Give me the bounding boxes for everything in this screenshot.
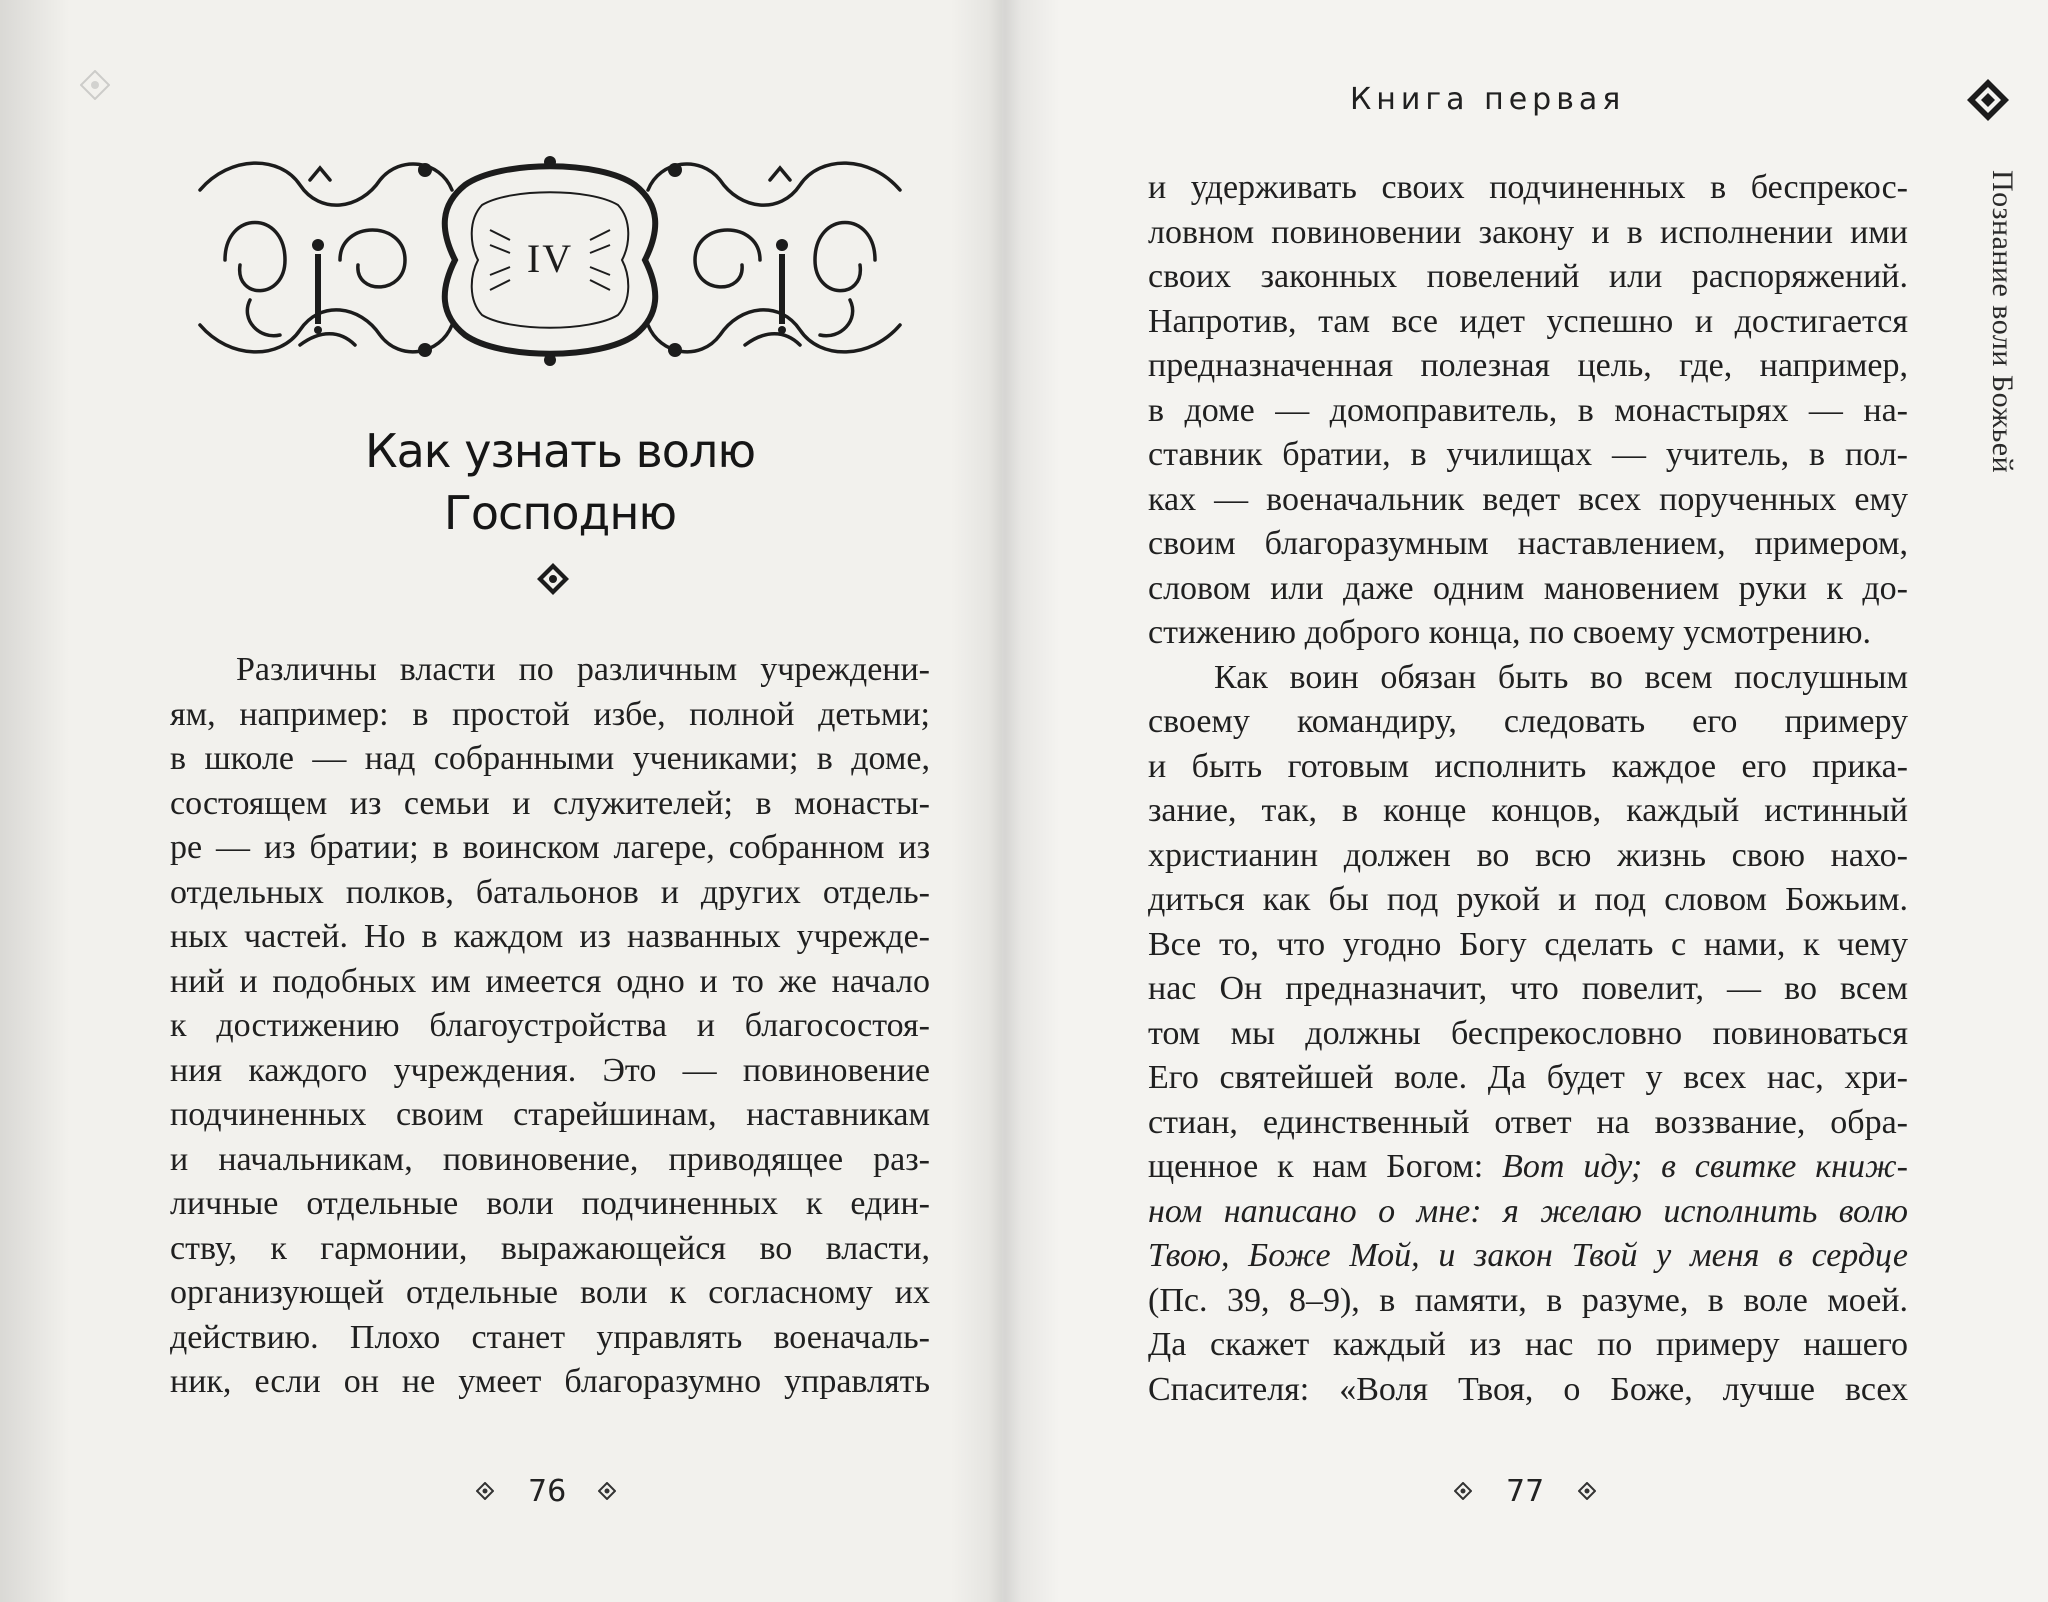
bleed-through-ornament-icon (80, 70, 110, 100)
page-edge-shadow (0, 0, 70, 1602)
page-number: 76 (528, 1474, 567, 1509)
text-line: ний и подобных им имеется одно и то же начало (170, 962, 930, 1000)
text-line: подчиненных своим старейшинам, наставникам (170, 1096, 930, 1133)
text-line: организующей отдельные воли к согласному их (170, 1274, 930, 1311)
text-line: в доме — домоправитель, в монастырях — на- (1148, 391, 1908, 429)
right-body-text (1148, 166, 1908, 1412)
text-line: своим благоразумным наставлением, примером, (1148, 525, 1908, 562)
text-line: диться как бы под рукой и под словом Божьим. (1148, 881, 1908, 918)
text-line: ных частей. Но в каждом из названных учрежде- (170, 918, 930, 955)
text-line: и удерживать своих подчиненных в беспрекос- (1148, 169, 1908, 206)
small-ornament-icon (598, 1482, 616, 1500)
text-line: стижению доброго конца, по своему усмотрению. (1148, 614, 1871, 651)
text-line: действию. Плохо станет управлять военачаль- (170, 1318, 930, 1356)
text-line: христианин должен во всю жизнь свою нахо- (1148, 836, 1908, 874)
text-line: ловном повиновении закону и в исполнении ими (1148, 213, 1908, 251)
side-running-title: Познание воли Божьей (1986, 170, 2019, 474)
text-line: ству, к гармонии, выражающейся во власти, (170, 1229, 930, 1267)
text-line: (Пс. 39, 8–9), в памяти, в разуме, в воле моей. (1148, 1281, 1908, 1319)
running-head: Книга первая (1350, 82, 1626, 117)
text-line: ре — из братии; в воинском лагере, собранном из (170, 829, 930, 866)
text-line: предназначенная полезная цель, где, например, (1148, 347, 1908, 384)
text-line: состоящем из семьи и служителей; в монасты- (170, 784, 930, 822)
text-line: к достижению благоустройства и благосостоя- (170, 1007, 930, 1044)
chapter-headpiece (190, 150, 910, 372)
chapter-title-line: Как узнать волю (364, 424, 756, 478)
text-line: Его святейшей воле. Да будет у всех нас, хри- (1148, 1059, 1908, 1096)
text-line: в школе — над собранными учениками; в доме, (170, 740, 930, 777)
small-ornament-icon (1454, 1482, 1472, 1500)
scripture-quote: ном написано о мне: я желаю исполнить волю (1148, 1192, 1908, 1230)
text-line: том мы должны беспрекословно повиноваться (1148, 1014, 1908, 1052)
text-line: и быть готовым исполнить каждое его прика- (1148, 747, 1908, 785)
text-line: Спасителя: «Воля Твоя, о Боже, лучше всех (1148, 1370, 1908, 1408)
diamond-ornament-icon (536, 562, 570, 596)
text-line: Да скажет каждый из нас по примеру нашего (1148, 1326, 1908, 1363)
text-line: личные отдельные воли подчиненных к един- (170, 1185, 930, 1222)
small-ornament-icon (1578, 1482, 1596, 1500)
text-line: нас Он предназначит, что повелит, — во всем (1148, 970, 1908, 1007)
text-line: своих законных повелений или распоряжений. (1148, 258, 1908, 295)
text-line: Все то, что угодно Богу сделать с нами, к чему (1148, 925, 1908, 963)
text-line: стиан, единственный ответ на воззвание, обра- (1148, 1103, 1908, 1141)
text-line (1148, 1145, 1908, 1190)
text-line: ям, например: в простой избе, полной детьми; (170, 695, 930, 733)
left-body-text (170, 648, 930, 1405)
text-segment: щенное к нам Богом: (1148, 1148, 1484, 1185)
text-line: зание, так, в конце концов, каждый истинный (1148, 792, 1908, 829)
text-line: отдельных полков, батальонов и других отдель- (170, 873, 930, 911)
chapter-title-line: Господню (443, 486, 677, 540)
small-ornament-icon (476, 1482, 494, 1500)
text-line: ния каждого учреждения. Это — повиновение (170, 1051, 930, 1089)
text-line: ник, если он не умеет благоразумно управлять (170, 1363, 930, 1400)
chapter-number: IV (526, 236, 574, 281)
page-number: 77 (1506, 1474, 1545, 1509)
scripture-quote: Вот иду; в свитке книж- (1502, 1148, 1908, 1185)
text-line: ках — военачальник ведет всех порученных ему (1148, 480, 1908, 518)
text-line: словом или даже одним мановением руки к до- (1148, 569, 1908, 607)
text-line: Различны власти по различным учреждени- (236, 651, 930, 688)
text-line: и начальникам, повиновение, приводящее раз- (170, 1140, 930, 1178)
scripture-quote: Твою, Боже Мой, и закон Твой у меня в сердце (1148, 1237, 1908, 1274)
chapter-title (170, 420, 950, 544)
left-page (0, 0, 1002, 1602)
diamond-ornament-icon (1966, 78, 2010, 122)
text-line: Как воин обязан быть во всем послушным (1214, 658, 1908, 696)
text-line: своему командиру, следовать его примеру (1148, 703, 1908, 740)
text-line: ставник братии, в училищах — учитель, в пол- (1148, 436, 1908, 473)
text-line: Напротив, там все идет успешно и достигается (1148, 302, 1908, 340)
